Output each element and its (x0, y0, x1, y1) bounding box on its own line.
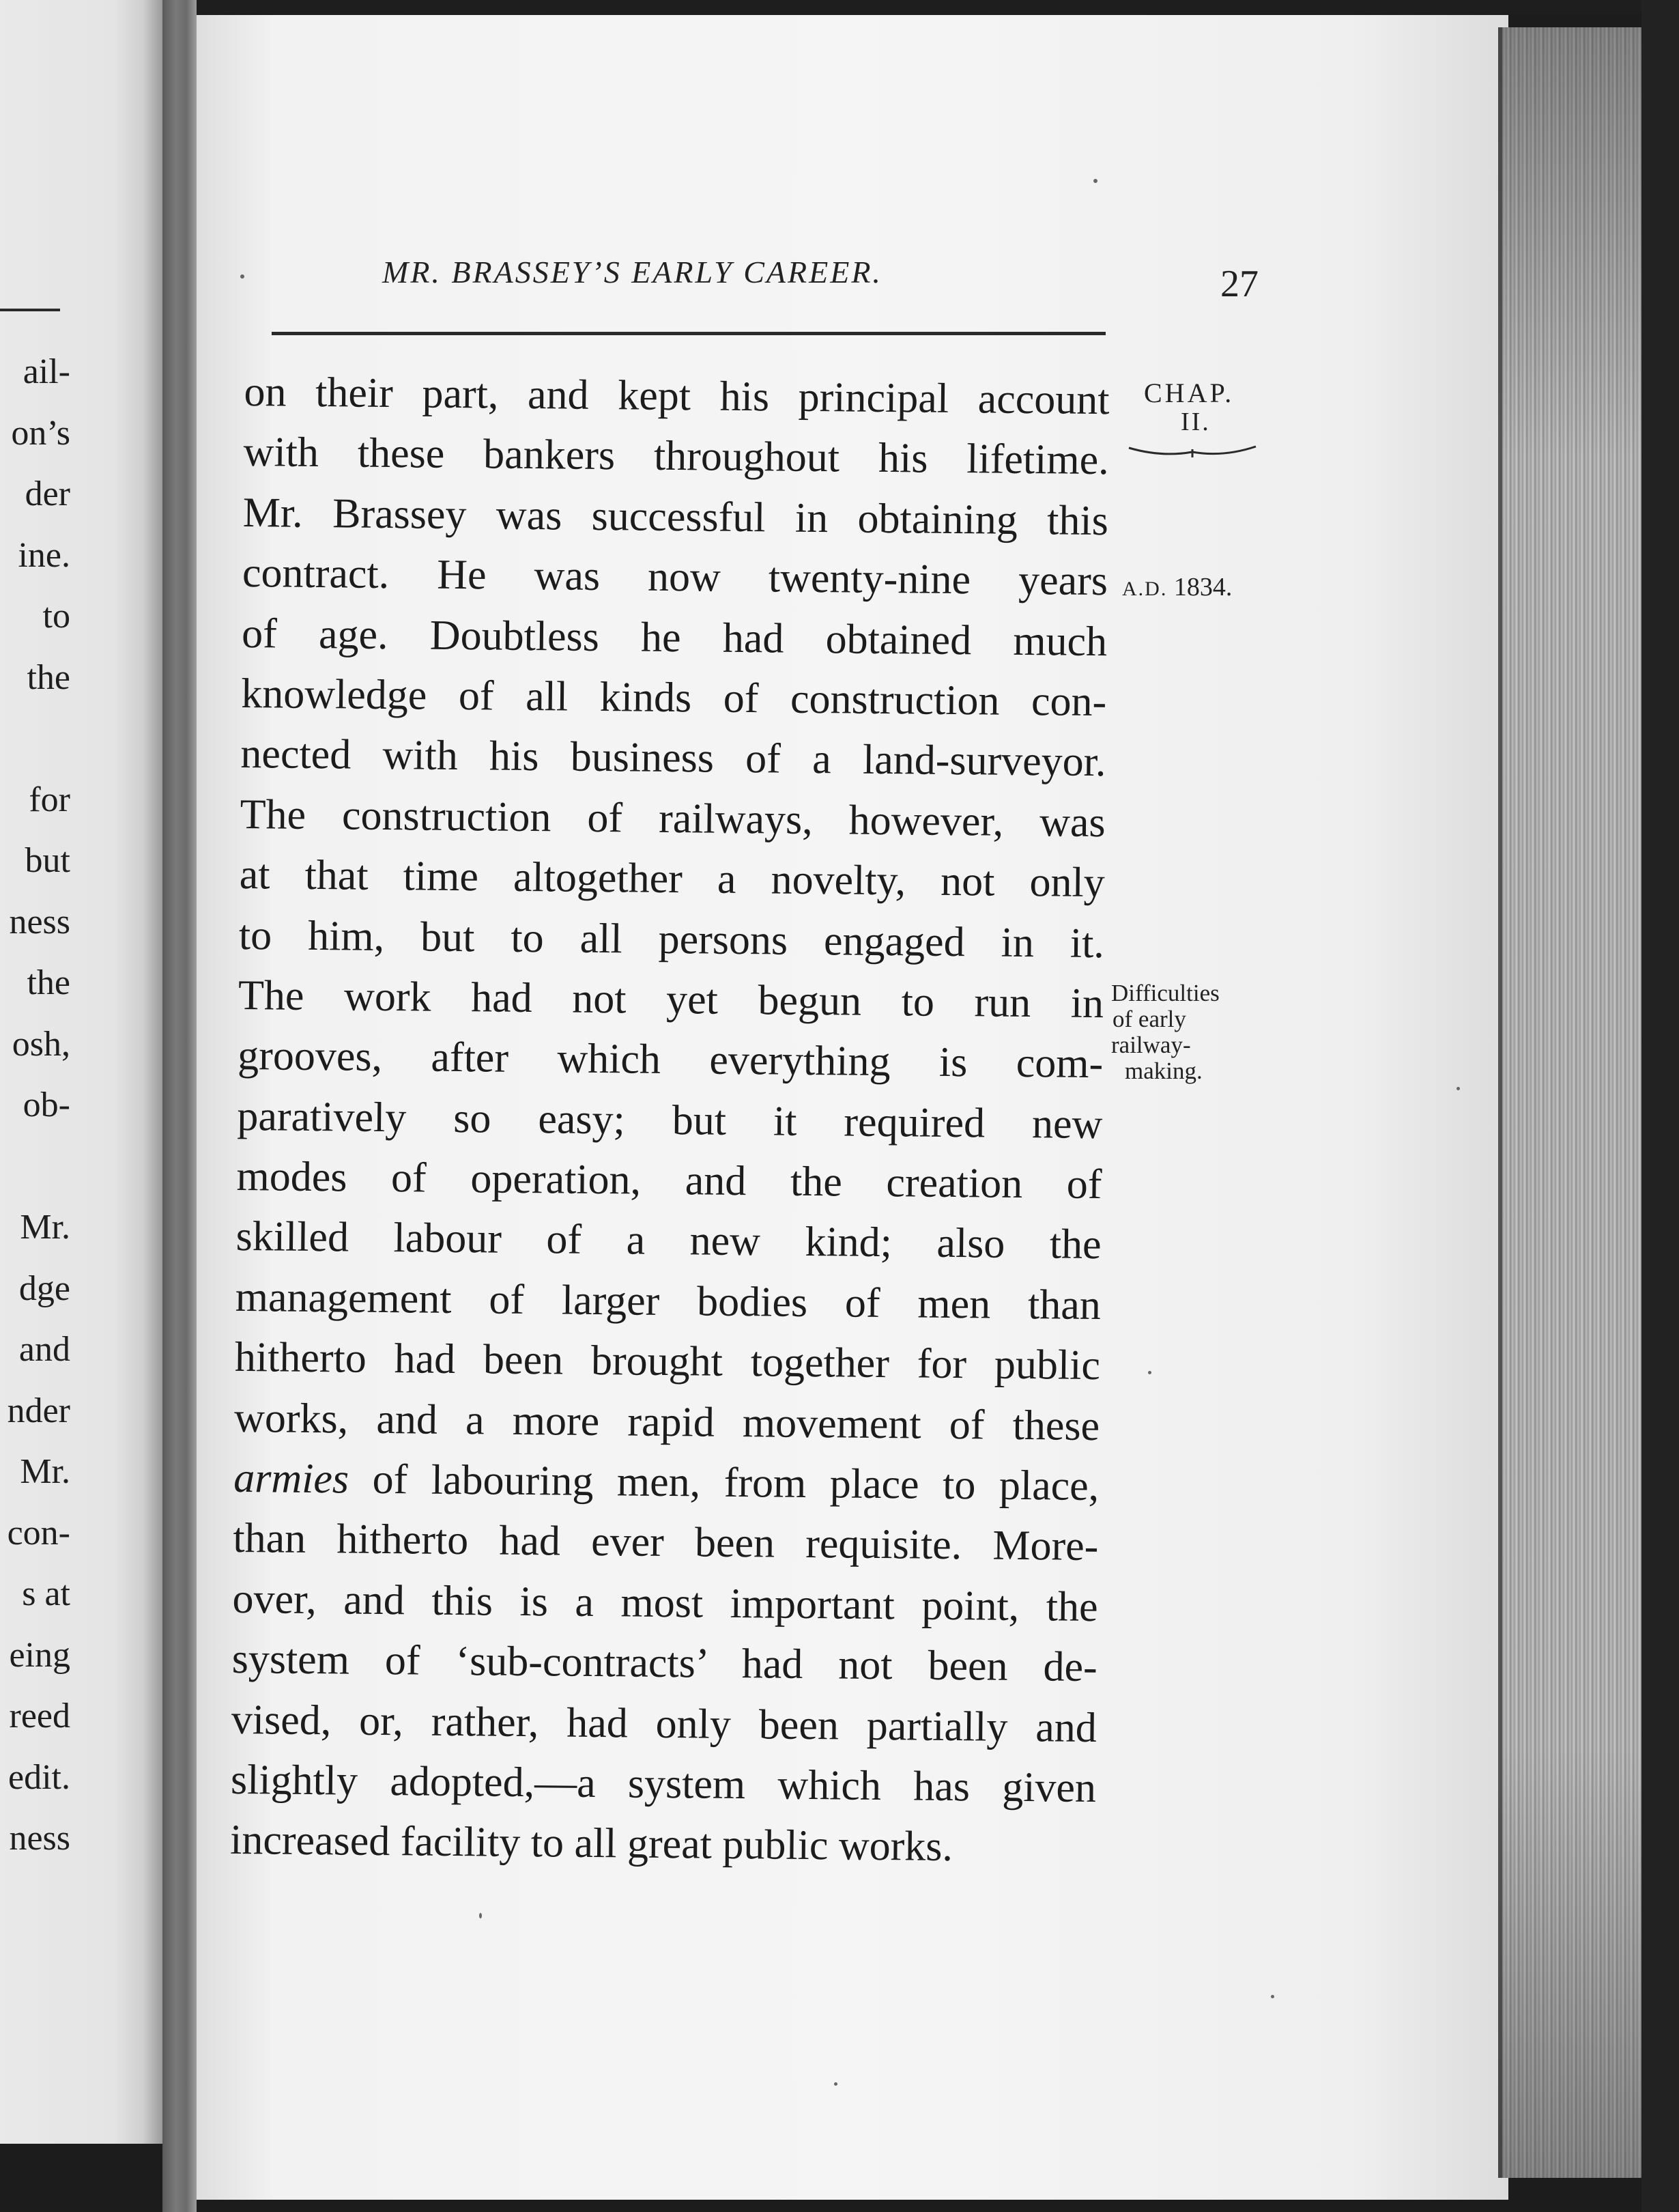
body-line: of age. Doubtless he had obtained much (241, 610, 1108, 665)
left-page-head-rule (0, 309, 60, 311)
body-line: hitherto had been brought together for public (234, 1334, 1101, 1389)
sidenote-line: Difficulties (1111, 980, 1220, 1006)
left-line-fragment: the (27, 657, 70, 697)
body-line: skilled labour of a new kind; also the (235, 1213, 1102, 1268)
left-line-fragment: Mr. (20, 1452, 70, 1491)
body-line: system of ‘sub-contracts’ had not been de- (231, 1636, 1098, 1691)
left-line-fragment: to (42, 597, 70, 636)
left-line-fragment: and (18, 1330, 70, 1369)
left-line-fragment: dge (18, 1268, 70, 1308)
left-page (0, 0, 162, 2144)
left-line-fragment: ness (9, 902, 70, 941)
body-line: paratively so easy; but it required new (237, 1092, 1103, 1148)
paper-speck (834, 2082, 837, 2086)
book-gutter (162, 0, 197, 2212)
chapter-flourish-ornament (1128, 442, 1257, 459)
left-line-fragment: osh, (12, 1024, 70, 1064)
body-line: on their part, and kept his principal account (244, 368, 1110, 424)
paper-speck (479, 1913, 482, 1918)
sidenote-line: making. (1125, 1058, 1203, 1084)
body-line: nected with his business of a land-surveyor. (240, 731, 1106, 786)
body-line: modes of operation, and the creation of (236, 1153, 1102, 1208)
left-line-fragment: on’s (11, 413, 70, 453)
body-line: works, and a more rapid movement of these (233, 1394, 1100, 1449)
paper-speck (1271, 1995, 1274, 1998)
body-line: over, and this is a most important point, the (232, 1575, 1098, 1630)
paper-speck (240, 274, 244, 279)
italic-word-armies: armies (233, 1454, 349, 1503)
chapter-number: II. (1181, 408, 1211, 436)
date-sidenote (1122, 572, 1232, 602)
left-line-blank (8, 1136, 70, 1197)
scan-background-right (1641, 0, 1679, 2212)
paper-speck (1148, 1371, 1151, 1374)
date-era: A.D. (1122, 578, 1168, 600)
body-line: to him, but to all persons engaged in it. (238, 911, 1105, 967)
left-line-fragment: for (29, 780, 70, 819)
left-line-fragment: the (27, 963, 70, 1002)
left-line-fragment: s at (22, 1574, 70, 1613)
body-line-remainder: of labouring men, from place to place, (348, 1456, 1100, 1510)
body-line: Mr. Brassey was successful in obtaining this (242, 489, 1109, 544)
left-line-fragment: der (25, 474, 70, 513)
body-line: knowledge of all kinds of construction con- (241, 670, 1107, 726)
page-edges-shadow (1498, 27, 1646, 2178)
running-head-title: MR. BRASSEY’S EARLY CAREER. (382, 255, 882, 289)
left-line-fragment: nder (7, 1391, 70, 1430)
paper-speck (1093, 179, 1097, 183)
left-line-fragment: Mr. (20, 1208, 70, 1247)
body-line: grooves, after which everything is com- (237, 1032, 1104, 1088)
page-number: 27 (1220, 263, 1259, 305)
running-head-rule (272, 332, 1106, 335)
chapter-label: CHAP. (1144, 378, 1235, 408)
left-line-fragment: edit. (8, 1757, 70, 1797)
body-line: with these bankers throughout his lifetime. (243, 429, 1109, 484)
body-line: contract. He was now twenty-nine years (242, 550, 1108, 605)
body-text (230, 362, 1110, 1879)
left-line-fragment: con- (7, 1513, 70, 1552)
left-line-fragment: eing (9, 1635, 70, 1675)
date-year: 1834. (1173, 573, 1233, 601)
body-line: The work had not yet begun to run in (238, 972, 1104, 1027)
left-line-fragment: but (25, 841, 70, 880)
sidenote-line: railway- (1111, 1032, 1191, 1058)
left-page-text (8, 341, 70, 1869)
body-line-armies (233, 1448, 1100, 1517)
body-line: management of larger bodies of men than (235, 1273, 1102, 1329)
left-line-fragment: reed (9, 1697, 70, 1735)
scan-background-top (197, 0, 1679, 15)
left-line-fragment: ail- (23, 352, 70, 391)
body-line: vised, or, rather, had only been partially and (231, 1696, 1097, 1751)
body-line: The construction of railways, however, was (240, 791, 1106, 846)
body-line: than hitherto had ever been requisite. More- (233, 1515, 1099, 1570)
body-line: at that time altogether a novelty, not only (239, 851, 1106, 907)
body-line: slightly adopted,—a system which has given (230, 1756, 1097, 1812)
sidenote-line: of early (1113, 1006, 1186, 1032)
paper-speck (1456, 1087, 1460, 1090)
left-line-fragment: ness (9, 1819, 70, 1858)
body-line-last: increased facility to all great public works. (229, 1817, 953, 1871)
left-line-blank (8, 708, 70, 769)
left-line-fragment: ob- (23, 1086, 70, 1124)
left-line-fragment: ine. (18, 535, 70, 575)
topic-sidenote (1111, 980, 1220, 1084)
